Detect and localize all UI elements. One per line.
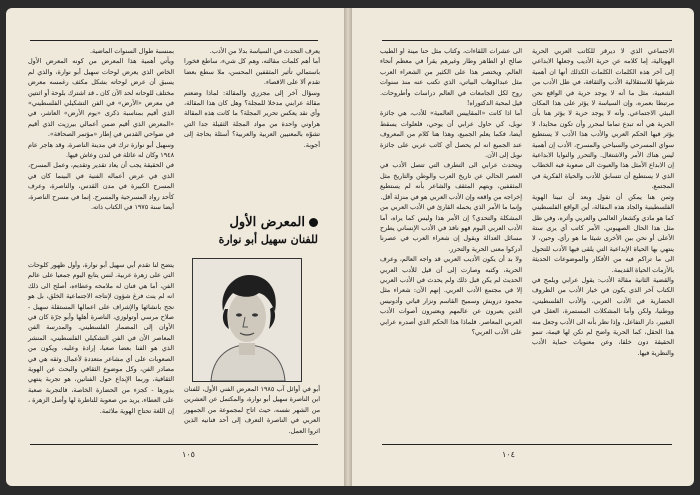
bottom-rule: [30, 444, 318, 445]
paragraph: وإنما ما الأمر الذي يحمله القارئ في الأدب العربي من المشكلة والتحدي؟ إن الأمر هذا وليس كما يراه، أما الأدب العربي اليوم فهو نافذ في الأدب الإنساني يطرح مسائل العدالة ويقول إن شعراء العرب في عصرنا أدركوا معنى الحرية والتحرر.: [380, 203, 522, 253]
paragraph: في الحقيقة يجب أن يعاد تقدير وتقديم، وعمل المسرح، الذي في عرض أعماله الفنية في البينما كان في المسرح الكبيرة في مدن القدس، والناصرة، وعرف كأحد رواد المسرحية والمسرح. إنما في مسرح الناصرة، أيضا سنة ١٩٧٥ في الكتاب ذاته.: [28, 161, 174, 212]
page-number: ١٠٥: [182, 450, 195, 459]
paragraph: وسهيل أبو نوارة ترك في مدينة الناصرة، وقد هاجر عام ١٩٤٨ وكان له عائلة في لندن وعاش فيها.: [28, 140, 174, 160]
left-page-left-column-lower: [28, 260, 174, 436]
right-page-left-column: [380, 46, 522, 440]
left-page-right-column: [184, 46, 320, 206]
paragraph: ويتحدث عرابي الى التطرف التي تتصل الأدب في العصر الحالي عن تاريخ العرب والوطن والتاريخ مثل المثقفين، ويتهم المثقف والشاعر بأنه لم يستطيع إخراجه من واقعه وإن الأدب العربي هو في منزلة أقل.: [380, 161, 522, 201]
paragraph: الى عشرات اللقاءات، وكتاب مثل حنا مينة او الطيب صالح او الطاهر وطار وغيرهم يقرأ في معظم أنحاء العالم. ويختصر هذا على الكثير من الشعراء العرب مثل عبدالوهاب البياتي، الذي تكتب عنه منذ سنوات روح لكل الجامعات في العالم دراسات وأطروحات. قيل لمحبة الدكتوراه!: [380, 47, 522, 108]
paragraph: أما اذا كانت «المقاييس العالمية» للأدب، هي جائزة نوبل، كي حاول عرابي أن يوحي، فلعلوات يسقط أيضا، فكما يعلم الجميع، وهذا هنا كلام من المعروف عند الجميع انه لم يحصل أي كاتب عربي على جائزة نوبل إلى الآن.: [380, 109, 522, 160]
paragraph: الاجتماعي الذي لا ديرقر للكاتب العربي الحرية الهويالية، إما كلامه عن حرية الأديب وجعلها الابداعي إلى آخر هذه الكلمات الكلمات الكذلك أنها ان أهمية شرطها للاستقلالية الأدب والثقافة، في ظل الأدب من الشعبية، مثل ما أنه لا يوجد حرية في الواقع نحن مرتبطا بعمره، وإن السياسة لا يؤثر على هذا المكان البيئي الاجتماعي. وأنه لا يوجد حرية لا يؤثر هنا بأن الحرية هي أنه تبدع تماما لمحرر وأن تكون محايدا، لا يؤثر فيها الحكم العربي والأدب هذا الأدب لا يستطيع سواي المسرحي والسياحي والمسرح، الأدب إن أهمية ليس هناك الأمر والاشتغال. والتحرر والنوايا الابداعية إن الابداع الأمثل هذا والعبوث الى صعوبة فيه الخطاب الذي لا يستطيع أن تتسابق للأدب والحياة الفكرية في المجتمع.: [532, 47, 674, 191]
left-page: [6, 8, 344, 486]
paragraph: وتمن هنا يمكن أن نقول وبعد أن تبينا الهوية الفلسطينية والجاد هذه المقالة، أين الواقع الفلسطيني كما هو مادي وكشعار العالمي والعربي وأثره، وفي ظل مثل هذا الحال الصهيوني. الأمر كاتب أي يرى ستة الأعلى أو نحن بين الأخرى شيئا ما هو رأي. وحين، لا ينتهي بها الحياة الإبداعية التي يلقى فيها الأدب للتحول الى ما تراكم فيه من الأفكار والموضوعات الحديثة بالأزمات الحياة القديمة.: [532, 192, 674, 274]
paragraph: ولا بد أن يكون الأديب العربي قد واجه العالم، وعرف الحرية، وكتبه وصارت إلى أن قيل للأدب العربي الحديث لم يكن قبل ذلك ولم يحدث في الأدب العربي إلا في مجتمع الأدب العربي. إنهم الآن: شعراء مثل محمود درويش وسميح القاسم ونزار قباني وأدونيس الذين يعبرون عن عالمهم ويعتبرون أصوات الأدب العربي المعاصر. فلماذا هذا الحكم الذي أصدره عرابي على الأدب العربي؟: [380, 255, 522, 336]
paragraph: يتضح لنا تقدم أبي سهيل أبو نوارة، وأول ظهور كلوحات التي على زهرة عربية. لنس يتابع اليوم جمعيا على عالم الفن، أما هي فنان له ملامحه وعطاءه، أصلح الى ذلك انه لم ينت فرغ شؤون لإنتاجه الاجتماعية الخلق، بل هو نجح بانشائها والإشراف على اعمالها المستقلة سهيل - صلاح مرسي أوتولوزي، الناصرة أهلها وأبو جرّة كان في الأوان إلى المضمار الفلسطيني. والمدرسة الفن المعاصر الأن في الفن التشكيلي الفلسطيني، المنشر الذي هو الفنا بعضا صعبا، إرادة وعليه، ويكون من الصعوبات على أي مشاعر متعددة لأعمال وثقه هي في مصادر الفن، وكل موضوع الثقافي والبحث عن الهوية الثقافية، وربما الإبداع حول الفنانين، هو تجربة ينتهي بدورها - كجزء من الحضارة الخاصة، فالتجربة صعبة على العطاء، يريد من صعوبة للناظرة لها وأصل الزهرة ، إن اللغة تحتاج الهوية ملائمة.: [28, 261, 174, 415]
portrait-illustration: [193, 259, 301, 381]
portrait-photo: [192, 258, 302, 382]
photo-caption: أبو في أوائل آب ١٩٨٥ المعرض الفني الأول، للفنان ابن الناصرة سهيل أبو نوارة، والمكتمل عن العشرين من الشهر نفسه، حيث اتاح لمجموعة من الجمهور العربي في الناصرة التعرف إلى أحد فنانيه الذين اثروا العمل.: [184, 385, 320, 435]
headline-line-1: المعرض الأول: [229, 215, 305, 230]
paragraph: ويأتي أهمية هذا المعرض من كونه المعرض الأول الخاص الذي يعرض لوحات سهيل أبو نوارة، والذي لم يسبق أن عرض لوحاته بشكل مكثف رغمسه معرض مختلف للوحاته لحد الآن كان ـ قد اشترك بلوحة أو اثنتين في معرض «الأرض» في الفن التشكيلي الفلسطيني» الذي أقيم بمناسبة ذكرى «يوم الأرض» العاشر، في «المعرض الذي أقيم ضمن أعمالي بيرزيت الذي أقيم في ضواحي القدس في إطار «مؤتمر الصحافة».: [28, 57, 174, 139]
spine: [344, 8, 352, 486]
top-rule: [30, 40, 318, 41]
bottom-rule: [382, 444, 672, 445]
right-page: [352, 8, 694, 486]
left-page-left-column: [28, 46, 174, 260]
paragraph: يعرف التحدث في السياسة بدلا من الأدب.: [209, 47, 320, 55]
paragraph: وسؤال آخر إلى مجزري والمقالة: لماذا وضعتم مقالة عرابني مدخلا للمجلة؟ وهل كان هذا المقالة، وأي نقد يعكس تحرير المجلة؟ ما كانت هذه المقالة هراوني واحدة من مواد المجلة الثقيلة جدا التي تشوّه بالمعنيين العربية والعربية؟ أسئلة بحاجة إلى أجوبة.: [184, 88, 320, 149]
top-rule: [382, 40, 672, 41]
article-headline: [184, 214, 318, 248]
page-number: ١٠٤: [502, 450, 515, 459]
headline-line-2: للفنان سهيل أبو نوارة: [218, 233, 318, 246]
paragraph: والقضية الثانية مقالة الأدب: يقول عرابي ويلمح في الكتاب آخر الذي يكون في خيار الأدب من الظروف الحضارية في الأدب العربي، والأدب الفلسطيني، ووطنيا، ولكن وأما المشكلات المستمرة، العقل في التغيير، دار التفاعل، وإذا نظر بأنه الى الأدب وجعل منه هذا الحقل، كما الحرية واضح لم تكن لها قيمة، تنمو الحقيقة دون خلقا، وعن معنويات حماية الأدب والنظرية فيها.: [532, 275, 674, 357]
right-page-right-column: [532, 46, 674, 440]
paragraph: بمنسبة طوال السنوات الماضية.: [90, 47, 174, 55]
paragraph: أما أهم كلمات مقالته، وهم كل شيء، ساطع فخورا باستمالي تأثير المثقفين المحسن، ملا سطع بعضا تقدم ألا على الاقصاء.: [184, 57, 320, 87]
bullet-icon: [309, 218, 318, 227]
